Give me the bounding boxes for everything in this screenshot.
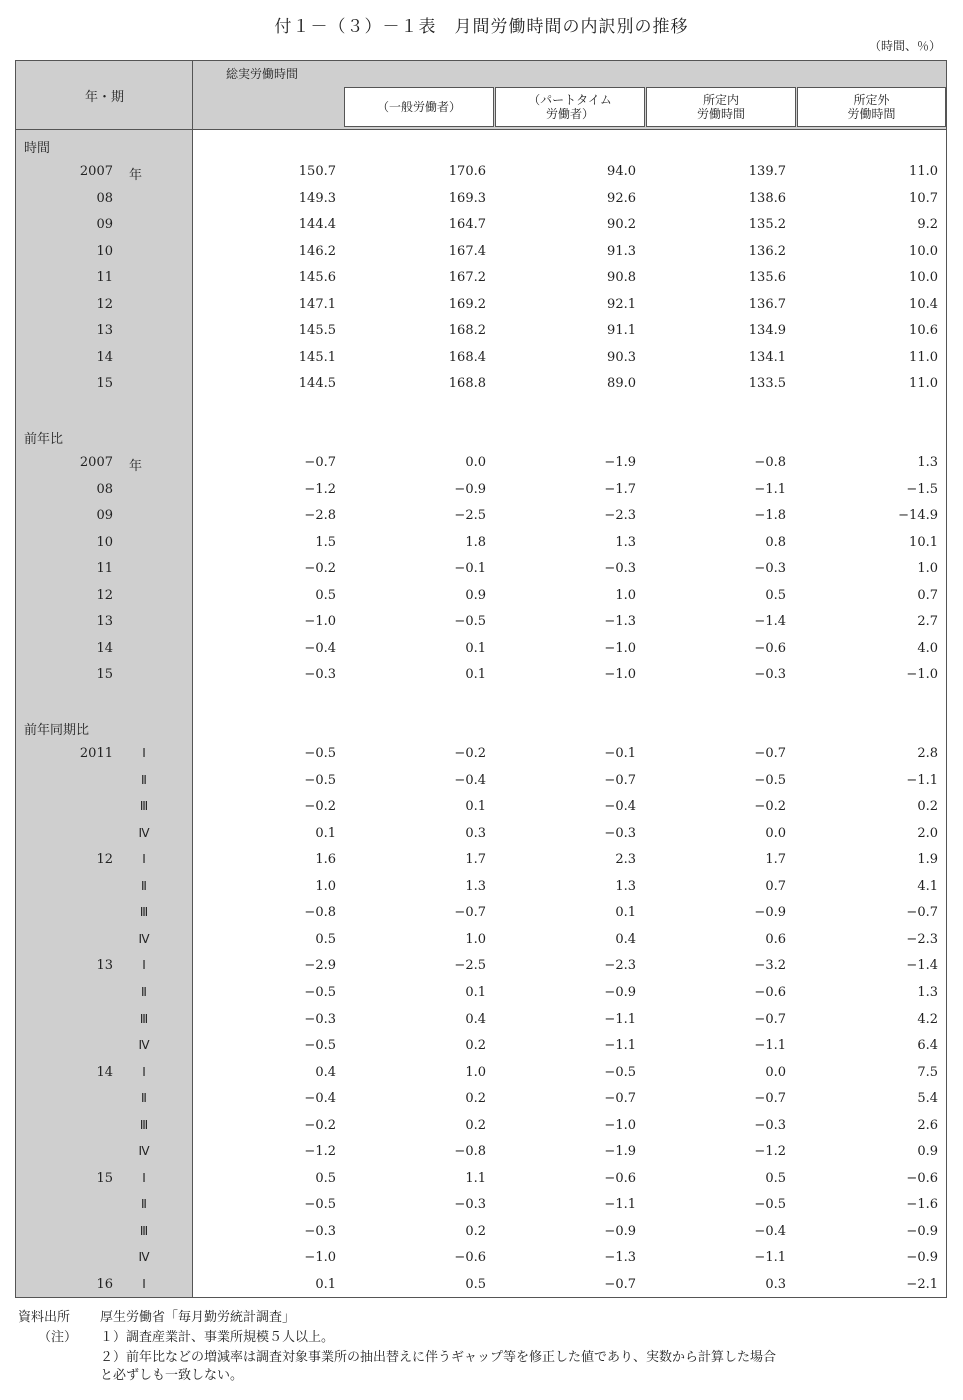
table-cell: −1.7 bbox=[604, 481, 636, 497]
total-hours-header: 総実労働時間 bbox=[226, 67, 299, 81]
table-cell: 144.4 bbox=[298, 217, 336, 233]
row-year: 09 bbox=[96, 508, 113, 524]
table-cell: −1.1 bbox=[604, 1038, 636, 1054]
table-cell: −0.5 bbox=[754, 1197, 786, 1213]
table-cell: 168.2 bbox=[448, 323, 486, 339]
table-cell: 149.3 bbox=[298, 190, 336, 206]
row-quarter: Ⅳ bbox=[138, 1144, 150, 1159]
row-quarter: Ⅰ bbox=[142, 958, 146, 973]
row-year: 11 bbox=[96, 270, 113, 286]
table-cell: 0.5 bbox=[765, 1170, 786, 1186]
table-cell: 1.3 bbox=[615, 878, 636, 894]
table-cell: 4.1 bbox=[917, 878, 938, 894]
table-cell: 167.2 bbox=[448, 270, 486, 286]
table-cell: 0.5 bbox=[315, 931, 336, 947]
table-cell: −0.7 bbox=[754, 1011, 786, 1027]
section-label: 時間 bbox=[24, 141, 51, 156]
note-2-continued: と必ずしも一致しない。 bbox=[100, 1368, 244, 1383]
table-cell: 0.1 bbox=[465, 667, 486, 683]
table-cell: −0.9 bbox=[754, 905, 786, 921]
table-cell: 136.7 bbox=[748, 296, 786, 312]
table-cell: −0.2 bbox=[754, 799, 786, 815]
table-cell: 145.6 bbox=[298, 270, 336, 286]
table-title: 付１－（３）－１表 月間労働時間の内訳別の推移 bbox=[274, 17, 689, 37]
note-label: （注） bbox=[38, 1330, 78, 1345]
table-cell: −0.6 bbox=[604, 1170, 636, 1186]
table-cell: 0.4 bbox=[465, 1011, 486, 1027]
table-cell: 0.1 bbox=[315, 1277, 336, 1292]
table-cell: 0.4 bbox=[315, 1064, 336, 1080]
table-cell: −1.0 bbox=[304, 1250, 336, 1266]
table-cell: 91.1 bbox=[607, 323, 636, 339]
row-quarter: Ⅰ bbox=[142, 1064, 146, 1079]
table-cell: 167.4 bbox=[448, 243, 486, 259]
table-cell: −0.3 bbox=[604, 561, 636, 577]
row-year: 2007 bbox=[79, 455, 113, 470]
table-cell: 7.5 bbox=[917, 1064, 938, 1080]
table-cell: 1.8 bbox=[465, 534, 486, 550]
table-cell: 92.6 bbox=[607, 190, 636, 206]
table-cell: −2.5 bbox=[454, 958, 486, 974]
row-quarter: Ⅱ bbox=[141, 1197, 147, 1212]
table-cell: −0.8 bbox=[304, 905, 336, 921]
table-cell: 0.8 bbox=[765, 534, 786, 550]
table-cell: 150.7 bbox=[298, 164, 336, 179]
table-cell: −0.6 bbox=[906, 1170, 938, 1186]
table-cell: 0.5 bbox=[765, 587, 786, 603]
table-cell: 0.5 bbox=[465, 1277, 486, 1292]
table-cell: −0.9 bbox=[906, 1250, 938, 1266]
table-cell: −0.4 bbox=[304, 640, 336, 656]
table-cell: 144.5 bbox=[298, 376, 336, 392]
table-cell: 1.3 bbox=[615, 534, 636, 550]
table-cell: 2.0 bbox=[917, 825, 938, 841]
row-year: 13 bbox=[96, 958, 113, 974]
row-year: 08 bbox=[96, 481, 113, 497]
table-cell: −0.6 bbox=[754, 984, 786, 1000]
row-quarter: Ⅲ bbox=[139, 1117, 149, 1132]
table-cell: −2.3 bbox=[906, 931, 938, 947]
table-cell: 145.1 bbox=[298, 349, 336, 365]
table-cell: −0.9 bbox=[604, 984, 636, 1000]
table-cell: −0.1 bbox=[454, 561, 486, 577]
table-cell: −0.7 bbox=[604, 1277, 636, 1292]
table-cell: −1.8 bbox=[754, 508, 786, 524]
row-quarter: Ⅱ bbox=[141, 878, 147, 893]
row-year: 11 bbox=[96, 561, 113, 577]
table-cell: −1.1 bbox=[754, 1038, 786, 1054]
table-cell: −2.3 bbox=[604, 958, 636, 974]
table-cell: 0.0 bbox=[465, 455, 486, 470]
table-cell: 89.0 bbox=[607, 376, 636, 392]
table-cell: 0.3 bbox=[465, 825, 486, 841]
table-cell: −0.7 bbox=[454, 905, 486, 921]
note-2: ２）前年比などの増減率は調査対象事業所の抽出替えに伴うギャップ等を修正した値であり、実数から計算した場合 bbox=[100, 1350, 777, 1365]
row-year: 12 bbox=[96, 852, 113, 868]
row-year: 14 bbox=[96, 349, 113, 365]
row-quarter: Ⅲ bbox=[139, 1011, 149, 1026]
row-year: 15 bbox=[96, 376, 113, 392]
table-cell: 10.0 bbox=[909, 243, 938, 259]
row-year-mark: 年 bbox=[129, 459, 143, 474]
table-cell: 1.7 bbox=[465, 852, 486, 868]
table-cell: −0.8 bbox=[754, 455, 786, 470]
table-cell: 90.3 bbox=[607, 349, 636, 365]
row-quarter: Ⅱ bbox=[141, 1091, 147, 1106]
row-year: 14 bbox=[96, 640, 113, 656]
table-cell: −0.2 bbox=[304, 561, 336, 577]
row-year: 2007 bbox=[79, 164, 113, 179]
table-cell: −1.5 bbox=[906, 481, 938, 497]
table-cell: 2.8 bbox=[917, 746, 938, 761]
table-cell: 0.9 bbox=[465, 587, 486, 603]
section-label: 前年比 bbox=[24, 432, 64, 447]
table-cell: −0.7 bbox=[754, 746, 786, 761]
table-cell: 0.2 bbox=[917, 799, 938, 815]
table-cell: 1.6 bbox=[315, 852, 336, 868]
row-year: 15 bbox=[96, 667, 113, 683]
table-cell: −0.4 bbox=[304, 1091, 336, 1107]
table-cell: 11.0 bbox=[909, 349, 938, 365]
table-cell: 0.1 bbox=[615, 905, 636, 921]
table-cell: 0.7 bbox=[917, 587, 938, 603]
table-cell: 5.4 bbox=[917, 1091, 938, 1107]
table-cell: −1.0 bbox=[604, 667, 636, 683]
table-cell: 1.3 bbox=[917, 455, 938, 470]
table-cell: 164.7 bbox=[448, 217, 486, 233]
table-cell: 0.0 bbox=[765, 1064, 786, 1080]
table-cell: −1.1 bbox=[604, 1011, 636, 1027]
table-cell: 0.6 bbox=[765, 931, 786, 947]
table-cell: 0.0 bbox=[765, 825, 786, 841]
row-quarter: Ⅳ bbox=[138, 1038, 150, 1053]
row-quarter: Ⅲ bbox=[139, 905, 149, 920]
row-quarter: Ⅳ bbox=[138, 825, 150, 840]
table-cell: 146.2 bbox=[298, 243, 336, 259]
table-cell: −0.4 bbox=[754, 1223, 786, 1239]
table-cell: 92.1 bbox=[607, 296, 636, 312]
table-cell: 0.4 bbox=[615, 931, 636, 947]
row-quarter: Ⅲ bbox=[139, 1223, 149, 1238]
table-cell: −0.6 bbox=[454, 1250, 486, 1266]
table-cell: −14.9 bbox=[898, 508, 938, 524]
table-cell: 169.3 bbox=[448, 190, 486, 206]
table-cell: 10.4 bbox=[909, 296, 938, 312]
col-header-overtime: 所定外 労働時間 bbox=[797, 87, 946, 127]
table-cell: −0.2 bbox=[304, 799, 336, 815]
table-cell: −0.5 bbox=[304, 984, 336, 1000]
table-cell: −2.8 bbox=[304, 508, 336, 524]
table-cell: 0.9 bbox=[917, 1144, 938, 1160]
row-quarter: Ⅰ bbox=[142, 852, 146, 867]
table-cell: −2.1 bbox=[906, 1277, 938, 1292]
table-cell: 0.2 bbox=[465, 1091, 486, 1107]
table-cell: −1.2 bbox=[304, 481, 336, 497]
table-cell: 0.3 bbox=[765, 1277, 786, 1292]
table-cell: 135.6 bbox=[748, 270, 786, 286]
table-cell: 10.6 bbox=[909, 323, 938, 339]
table-cell: −0.3 bbox=[754, 1117, 786, 1133]
table-cell: −1.1 bbox=[604, 1197, 636, 1213]
table-cell: 145.5 bbox=[298, 323, 336, 339]
table-cell: 2.6 bbox=[917, 1117, 938, 1133]
table-cell: −1.0 bbox=[304, 614, 336, 630]
table-cell: 168.4 bbox=[448, 349, 486, 365]
table-cell: 169.2 bbox=[448, 296, 486, 312]
row-year: 13 bbox=[96, 323, 113, 339]
table-cell: 4.0 bbox=[917, 640, 938, 656]
table-cell: −0.3 bbox=[304, 1011, 336, 1027]
table-cell: −1.1 bbox=[754, 481, 786, 497]
table-cell: −0.2 bbox=[454, 746, 486, 761]
stub-header: 年・期 bbox=[84, 89, 124, 105]
table-cell: 11.0 bbox=[909, 164, 938, 179]
table-cell: 11.0 bbox=[909, 376, 938, 392]
row-year: 10 bbox=[96, 243, 113, 259]
table-cell: 170.6 bbox=[448, 164, 486, 179]
table-cell: −0.8 bbox=[454, 1144, 486, 1160]
table-cell: −0.7 bbox=[604, 772, 636, 788]
row-quarter: Ⅰ bbox=[142, 746, 146, 760]
table-cell: 1.3 bbox=[465, 878, 486, 894]
row-year: 12 bbox=[96, 587, 113, 603]
table-cell: 168.8 bbox=[448, 376, 486, 392]
row-year: 2011 bbox=[79, 746, 113, 761]
col-header-parttime: （パートタイム 労働者） bbox=[495, 87, 645, 127]
table-cell: 0.1 bbox=[465, 984, 486, 1000]
table-cell: 0.5 bbox=[315, 587, 336, 603]
table-cell: 90.8 bbox=[607, 270, 636, 286]
row-quarter: Ⅰ bbox=[142, 1277, 146, 1291]
unit-label: （時間、％） bbox=[868, 39, 941, 53]
table-cell: −0.3 bbox=[304, 1223, 336, 1239]
row-year: 15 bbox=[96, 1170, 113, 1186]
table-cell: 4.2 bbox=[917, 1011, 938, 1027]
table-cell: 0.1 bbox=[315, 825, 336, 841]
table-cell: 134.1 bbox=[748, 349, 786, 365]
table-cell: 1.5 bbox=[315, 534, 336, 550]
table-cell: −0.9 bbox=[454, 481, 486, 497]
row-quarter: Ⅲ bbox=[139, 799, 149, 814]
table-cell: −0.3 bbox=[754, 561, 786, 577]
table-cell: −0.7 bbox=[604, 1091, 636, 1107]
table-cell: −1.9 bbox=[604, 455, 636, 470]
table-cell: 1.9 bbox=[917, 852, 938, 868]
note-1: １）調査産業計、事業所規模５人以上。 bbox=[100, 1330, 335, 1345]
row-year: 08 bbox=[96, 190, 113, 206]
table-cell: 94.0 bbox=[607, 164, 636, 179]
table-cell: 133.5 bbox=[748, 376, 786, 392]
table-cell: 134.9 bbox=[748, 323, 786, 339]
table-cell: −0.3 bbox=[304, 667, 336, 683]
table-cell: 10.1 bbox=[909, 534, 938, 550]
table-cell: −1.9 bbox=[604, 1144, 636, 1160]
row-year: 09 bbox=[96, 217, 113, 233]
table-cell: −1.6 bbox=[906, 1197, 938, 1213]
row-quarter: Ⅱ bbox=[141, 984, 147, 999]
col-header-scheduled: 所定内 労働時間 bbox=[646, 87, 796, 127]
table-cell: 0.2 bbox=[465, 1038, 486, 1054]
table-cell: 1.0 bbox=[465, 1064, 486, 1080]
table-cell: −0.7 bbox=[906, 905, 938, 921]
table-cell: −0.3 bbox=[754, 667, 786, 683]
source-text: 厚生労働省「毎月勤労統計調査」 bbox=[100, 1310, 296, 1325]
table-cell: −1.0 bbox=[604, 640, 636, 656]
table-cell: −0.9 bbox=[906, 1223, 938, 1239]
data-table bbox=[15, 60, 947, 1298]
table-cell: 90.2 bbox=[607, 217, 636, 233]
table-cell: 0.2 bbox=[465, 1223, 486, 1239]
table-cell: −0.7 bbox=[304, 455, 336, 470]
table-cell: 1.1 bbox=[465, 1170, 486, 1186]
table-cell: 1.0 bbox=[615, 587, 636, 603]
table-cell: −0.2 bbox=[304, 1117, 336, 1133]
source-label: 資料出所 bbox=[18, 1310, 71, 1325]
table-cell: −1.3 bbox=[604, 1250, 636, 1266]
table-cell: 1.3 bbox=[917, 984, 938, 1000]
col-header-regular: （一般労働者） bbox=[344, 87, 494, 127]
table-cell: 0.2 bbox=[465, 1117, 486, 1133]
table-cell: −0.5 bbox=[454, 614, 486, 630]
row-quarter: Ⅰ bbox=[142, 1170, 146, 1185]
row-year-mark: 年 bbox=[129, 168, 143, 183]
table-cell: −0.5 bbox=[604, 1064, 636, 1080]
table-cell: 1.0 bbox=[917, 561, 938, 577]
table-cell: −1.2 bbox=[754, 1144, 786, 1160]
table-cell: −0.4 bbox=[454, 772, 486, 788]
table-cell: 6.4 bbox=[917, 1038, 938, 1054]
table-cell: 10.7 bbox=[909, 190, 938, 206]
table-cell: −1.1 bbox=[906, 772, 938, 788]
table-cell: 0.5 bbox=[315, 1170, 336, 1186]
table-cell: −1.4 bbox=[906, 958, 938, 974]
table-cell: 9.2 bbox=[917, 217, 938, 233]
table-cell: 0.1 bbox=[465, 799, 486, 815]
header-rule bbox=[16, 129, 946, 130]
row-year: 16 bbox=[96, 1277, 113, 1292]
table-cell: 2.7 bbox=[917, 614, 938, 630]
table-cell: 138.6 bbox=[748, 190, 786, 206]
row-year: 10 bbox=[96, 534, 113, 550]
table-cell: −0.7 bbox=[754, 1091, 786, 1107]
table-cell: −3.2 bbox=[754, 958, 786, 974]
table-cell: −1.0 bbox=[906, 667, 938, 683]
table-cell: 1.0 bbox=[465, 931, 486, 947]
table-cell: −2.5 bbox=[454, 508, 486, 524]
section-label: 前年同期比 bbox=[24, 723, 90, 738]
table-cell: −0.5 bbox=[304, 1197, 336, 1213]
table-cell: 1.7 bbox=[765, 852, 786, 868]
table-cell: −0.3 bbox=[454, 1197, 486, 1213]
table-cell: −0.5 bbox=[304, 1038, 336, 1054]
table-cell: −2.3 bbox=[604, 508, 636, 524]
table-cell: 147.1 bbox=[298, 296, 336, 312]
table-cell: −0.1 bbox=[604, 746, 636, 761]
row-year: 14 bbox=[96, 1064, 113, 1080]
table-cell: 139.7 bbox=[748, 164, 786, 179]
table-cell: −0.9 bbox=[604, 1223, 636, 1239]
table-cell: −2.9 bbox=[304, 958, 336, 974]
table-cell: 91.3 bbox=[607, 243, 636, 259]
table-cell: 2.3 bbox=[615, 852, 636, 868]
table-cell: −1.2 bbox=[304, 1144, 336, 1160]
table-cell: −0.6 bbox=[754, 640, 786, 656]
table-cell: −0.5 bbox=[304, 772, 336, 788]
table-cell: 10.0 bbox=[909, 270, 938, 286]
table-cell: 0.1 bbox=[465, 640, 486, 656]
table-cell: 0.7 bbox=[765, 878, 786, 894]
row-year: 13 bbox=[96, 614, 113, 630]
table-cell: −1.0 bbox=[604, 1117, 636, 1133]
table-cell: 135.2 bbox=[748, 217, 786, 233]
table-cell: −0.5 bbox=[754, 772, 786, 788]
table-cell: −1.4 bbox=[754, 614, 786, 630]
table-cell: −0.4 bbox=[604, 799, 636, 815]
table-cell: −1.1 bbox=[754, 1250, 786, 1266]
table-cell: 136.2 bbox=[748, 243, 786, 259]
table-cell: −1.3 bbox=[604, 614, 636, 630]
table-cell: 1.0 bbox=[315, 878, 336, 894]
table-cell: −0.3 bbox=[604, 825, 636, 841]
row-quarter: Ⅱ bbox=[141, 772, 147, 787]
row-quarter: Ⅳ bbox=[138, 1250, 150, 1265]
row-quarter: Ⅳ bbox=[138, 931, 150, 946]
table-cell: −0.5 bbox=[304, 746, 336, 761]
row-year: 12 bbox=[96, 296, 113, 312]
